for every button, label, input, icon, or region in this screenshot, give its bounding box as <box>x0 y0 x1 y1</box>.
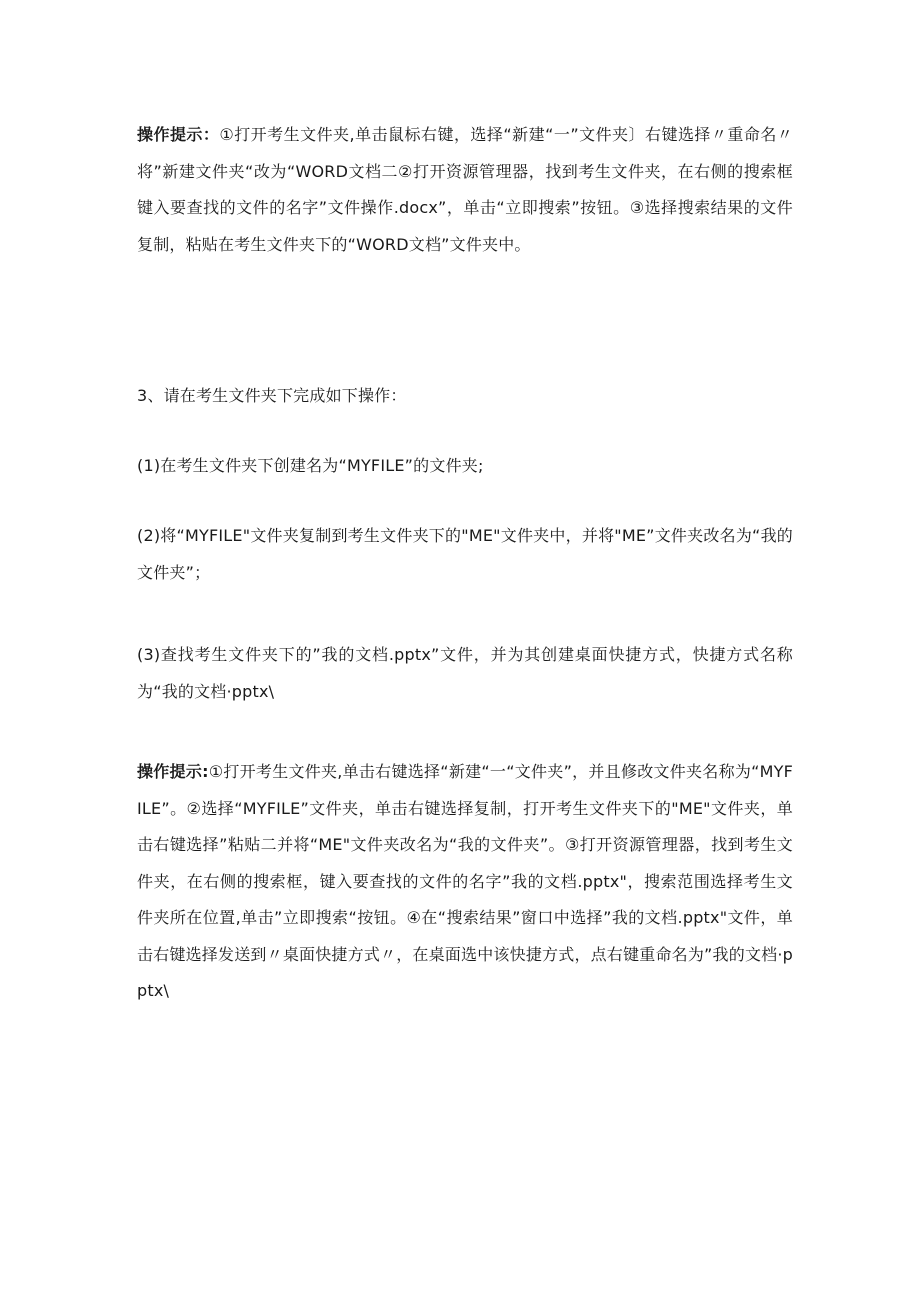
operation-hint-text: ①打开考生文件夹,单击右键选择“新建“一“文件夹”，并且修改文件夹名称为“MYFILE”。②选择“MYFILE”文件夹，单击右键选择复制，打开考生文件夹下的"ME"文件夹，单击右键选择”粘贴二并将“ME"文件夹改名为“我的文件夹”。③打开资源管理器，找到考生文件夹，在右侧的搜索框，键入要查找的文件的名字”我的文档.pptx"，搜索范围选择考生文件夹所在位置,单击”立即搜索“按钮。④在“搜索结果”窗口中选择”我的文档.pptx"文件，单击右键选择发送到〃桌面快捷方式〃，在桌面选中该快捷方式，点右键重命名为”我的文档·pptx\ <box>137 762 793 1000</box>
operation-hint-label: 操作提示： <box>137 125 220 144</box>
operation-hint-label: 操作提示: <box>137 762 209 781</box>
question-3-item-3: (3)查找考生文件夹下的”我的文档.pptx”文件，并为其创建桌面快捷方式，快捷方式名称为“我的文档·pptx\ <box>137 645 793 701</box>
operation-hint-paragraph-1 <box>137 117 793 263</box>
question-3-item-2: (2)将“MYFILE"文件夹复制到考生文件夹下的"ME"文件夹中，并将"ME”文件夹改名为“我的文件夹”； <box>137 526 793 582</box>
operation-hint-text: ①打开考生文件夹,单击鼠标右键，选择“新建“一”文件夹〕右键选择〃重命名〃将”新建文件夹“改为“WORD文档二②打开资源管理器，找到考生文件夹，在右侧的搜索框键入要查找的文件的名字”文件操作.docx”，单击“立即搜索”按钮。③选择搜索结果的文件复制，粘贴在考生文件夹下的“WORD文档”文件夹中。 <box>137 125 793 254</box>
operation-hint-paragraph-2 <box>137 754 793 1010</box>
question-3-item-1: (1)在考生文件夹下创建名为“MYFILE”的文件夹; <box>137 456 484 475</box>
question-3-heading: 3、请在考生文件夹下完成如下操作： <box>137 386 407 405</box>
